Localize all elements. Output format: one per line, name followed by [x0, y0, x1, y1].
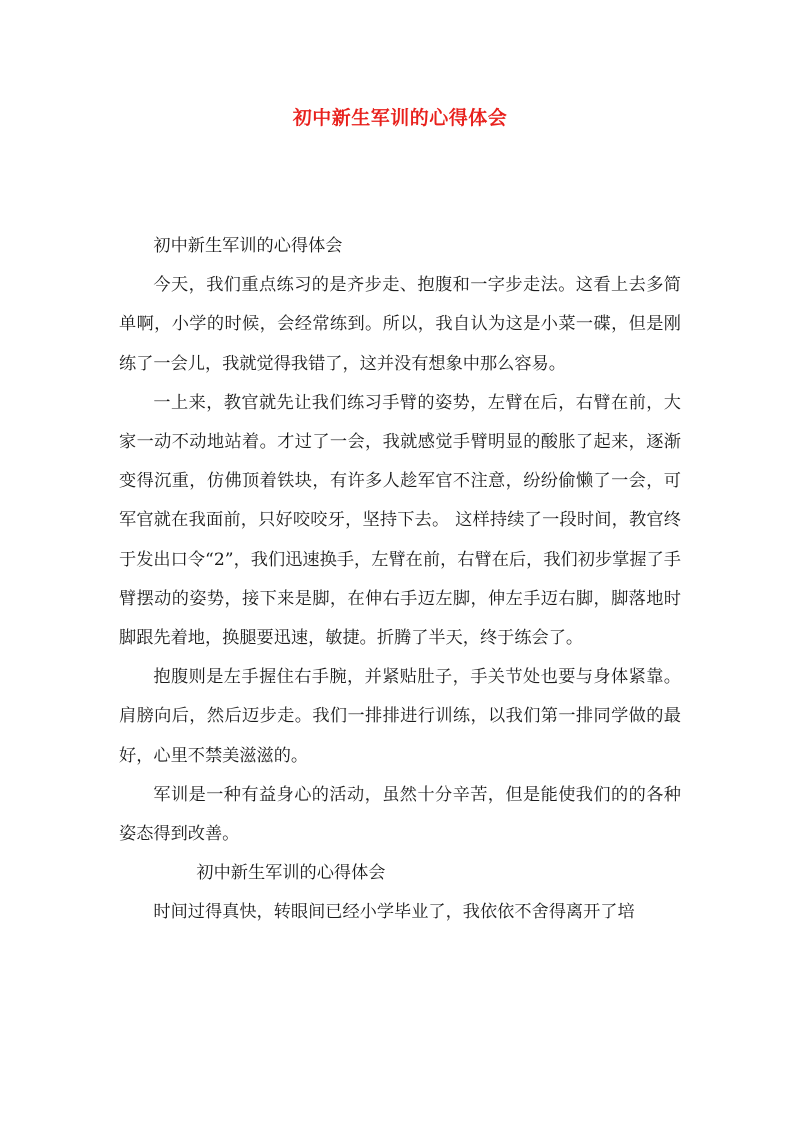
document-body	[119, 227, 681, 933]
paragraph-1: 今天，我们重点练习的是齐步走、抱腹和一字步走法。这看上去多简单啊，小学的时候，会经常练到。所以，我自认为这是小菜一碟，但是刚练了一会儿，我就觉得我错了，这并没有想象中那么容易。	[119, 275, 681, 374]
section-heading-2: 初中新生军训的心得体会	[196, 863, 386, 884]
paragraph-5: 时间过得真快，转眼间已经小学毕业了，我依依不舍得离开了培	[153, 902, 635, 923]
paragraph-3: 抱腹则是左手握住右手腕，并紧贴肚子，手关节处也要与身体紧靠。肩膀向后，然后迈步走。我们一排排进行训练，以我们第一排同学做的最好，心里不禁美滋滋的。	[119, 667, 681, 766]
paragraph-2: 一上来，教官就先让我们练习手臂的姿势，左臂在后，右臂在前，大家一动不动地站着。才过了一会，我就感觉手臂明显的酸胀了起来，逐渐变得沉重，仿佛顶着铁块，有许多人趁军官不注意，纷纷偷懒了一会，可军官就在我面前，只好咬咬牙，坚持下去。 这样持续了一段时间，教官终于发出口令“2”，我们迅速换手，左臂在前，右臂在后，我们初步掌握了手臂摆动的姿势，接下来是脚，在伸右手迈左脚，伸左手迈右脚，脚落地时脚跟先着地，换腿要迅速，敏捷。折腾了半天，终于练会了。	[119, 392, 681, 649]
paragraph-4: 军训是一种有益身心的活动，虽然十分辛苦，但是能使我们的的各种姿态得到改善。	[119, 784, 681, 845]
section-heading-1: 初中新生军训的心得体会	[153, 236, 343, 256]
document-title: 初中新生军训的心得体会	[292, 107, 508, 129]
